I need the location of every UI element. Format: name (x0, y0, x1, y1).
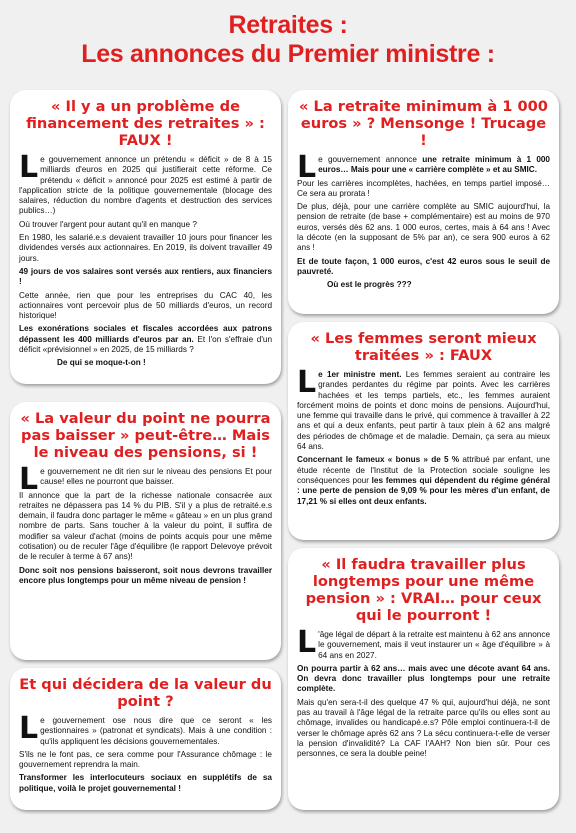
paragraph: Cette année, rien que pour les entreprises du CAC 40, les actionnaires vont percevoir plus de 50 milliards d'euros, un record historique! (19, 290, 272, 321)
drop-cap: L (297, 150, 317, 185)
paragraph: Pour les carrières incomplètes, hachées, en temps partiel imposé… Ce sera au prorata ! (297, 178, 550, 198)
drop-cap: L (19, 150, 39, 185)
box-heading: Et qui décidera de la valeur du point ? (19, 676, 272, 710)
box-heading: « Il y a un problème de financement des retraites » : FAUX ! (26, 98, 265, 149)
paragraph: Où est le progrès ??? (327, 280, 412, 290)
box-retraite-minimum (288, 90, 559, 314)
paragraph: Où trouver l'argent pour autant qu'il en manque ? (19, 219, 197, 229)
box-heading: « La retraite minimum à 1 000 euros » ? Mensonge ! Trucage ! (299, 98, 548, 149)
box-heading: « Il faudra travailler plus longtemps pour une même pension » : VRAI… pour ceux qui le pourront ! (305, 556, 542, 624)
drop-cap: L (19, 711, 39, 746)
paragraph: Le gouvernement ose nous dire que ce seront « les gestionnaires » (patronat et syndicats). Mais à une condition : qu'ils appliquent les décisions gouvernementales. (19, 711, 272, 746)
box-travailler-plus (288, 548, 559, 810)
title-line2: Les annonces du Premier ministre : (81, 40, 495, 68)
paragraph: Le gouvernement ne dit rien sur le niveau des pensions Et pour cause! elles ne pourront que baisser. (19, 462, 272, 497)
title-line1: Retraites : (228, 11, 348, 39)
paragraph: Les exonérations sociales et fiscales accordées aux patrons dépassent les 400 milliards d'euros par an. Et l'on s'effraie d'un déficit «prévisionnel » en 2025, de 15 milliards ? (19, 324, 272, 355)
paragraph: 49 jours de vos salaires sont versés aux rentiers, aux financiers ! (19, 266, 272, 287)
paragraph: S'ils ne le font pas, ce sera comme pour l'Assurance chômage : le gouvernement reprendra la main. (19, 749, 272, 770)
paragraph: L 'âge légal de départ à la retraite est maintenu à 62 ans annonce le gouvernement, mais il veut instaurer un « âge d'équilibre » à 64 ans en 2027. (297, 625, 550, 660)
box-financement (10, 90, 281, 384)
drop-cap: L (297, 365, 317, 400)
box-qui-decidera (10, 668, 281, 810)
paragraph: Mais qu'en sera-t-il des quelque 47 % qui, aujourd'hui déjà, ne sont pas au travail à l'âge légal de la retraite parce qu'ils ou elles sont au chômage, invalides ou handicapé.e.s? Pôle emploi continuera-t-il de verser le chômage après 62 ans ? La sécu continuera-t-elle de verser la pension d'invalidité? La CAF l'AAH? Non bien sûr. Pour ces personnes, ce sera la double peine! (297, 697, 550, 759)
paragraph: De qui se moque-t-on ! (57, 358, 146, 368)
paragraph: Le gouvernement annonce une retraite minimum à 1 000 euros… Mais pour une « carrière complète » et au SMIC. (297, 150, 550, 185)
box-femmes (288, 322, 559, 540)
box-heading: « Les femmes seront mieux traitées » : FAUX (310, 330, 537, 364)
paragraph: Le 1er ministre ment. Les femmes seraient au contraire les grandes perdantes du régime par points. Avec les carrières hachées et les temps partiels, etc., les femmes auraient forcément moins de points et donc moins de pensions. Aujourd'hui, une femme qui travaille dans le privé, qui commence à travailler à 22 ans et qui a deux enfants, peut partir à taux plein à 62 ans malgré des périodes de chômage et de maladie. Demain, ça sera au mieux 64 ans. (297, 365, 550, 452)
page-title (0, 11, 576, 69)
paragraph: On pourra partir à 62 ans… mais avec une décote avant 64 ans. On devra donc travailler plus longtemps pour une retraite complète. (297, 663, 550, 694)
box-heading: « La valeur du point ne pourra pas baisser » peut-être… Mais le niveau des pensions, si ! (20, 410, 271, 461)
paragraph: Il annonce que la part de la richesse nationale consacrée aux retraites ne dépassera pas 14 % du PIB. S'il y a plus de retraité.e.s demain, il faudra donc partager le même « gâteau » en un plus grand nombre de parts. Sans toucher à la valeur du point, il suffira de modifier sa valeur d'achat (moins de points acquis pour une même cotisation) ou de reculer l'âge d'équilibre (le rapport Delevoye prévoit de le reculer à terme à 67 ans)! (19, 490, 272, 562)
paragraph: Concernant le fameux « bonus » de 5 % attribué par enfant, une étude récente de l'Institut de la Protection sociale souligne les conséquences pour les femmes qui dépendent du régime général : une perte de pension de 9,09 % pour les mères d'un enfant, de 17,21 % si elles ont deux enfants. (297, 455, 550, 506)
drop-cap: L (297, 625, 317, 660)
paragraph: Et de toute façon, 1 000 euros, c'est 42 euros sous le seuil de pauvreté. (297, 256, 550, 276)
paragraph: De plus, déjà, pour une carrière complète au SMIC aujourd'hui, la pension de retraite (de base + complémentaire) est au moins de 970 euros, versés dès 62 ans. 1 000 euros, certes, mais à 64 ans ! Avec la décote (en la supposant de 5% par an), ce sera 900 euros à 62 ans ! (297, 202, 550, 253)
paragraph: En 1980, les salarié.e.s devaient travailler 10 jours pour financer les dividendes versés aux actionnaires. En 2019, ils doivent travailler 49 jours. (19, 233, 272, 263)
paragraph: Donc soit nos pensions baisseront, soit nous devrons travailler encore plus longtemps pour un même niveau de pension ! (19, 565, 272, 585)
drop-cap: L (19, 462, 39, 497)
box-valeur-point (10, 402, 281, 660)
paragraph: Transformer les interlocuteurs sociaux en supplétifs de sa politique, voilà le projet gouvernemental ! (19, 773, 272, 793)
paragraph: Le gouvernement annonce un prétendu « déficit » de 8 à 15 milliards d'euros en 2025 qui justifierait cette réforme. Ce prétendu « déficit » annoncé pour 2025 est estimé à partir de l'application stricte de la politique gouvernementale (blocage des salaires, réduction du nombre d'agents et destruction des services publics…) (19, 150, 272, 216)
